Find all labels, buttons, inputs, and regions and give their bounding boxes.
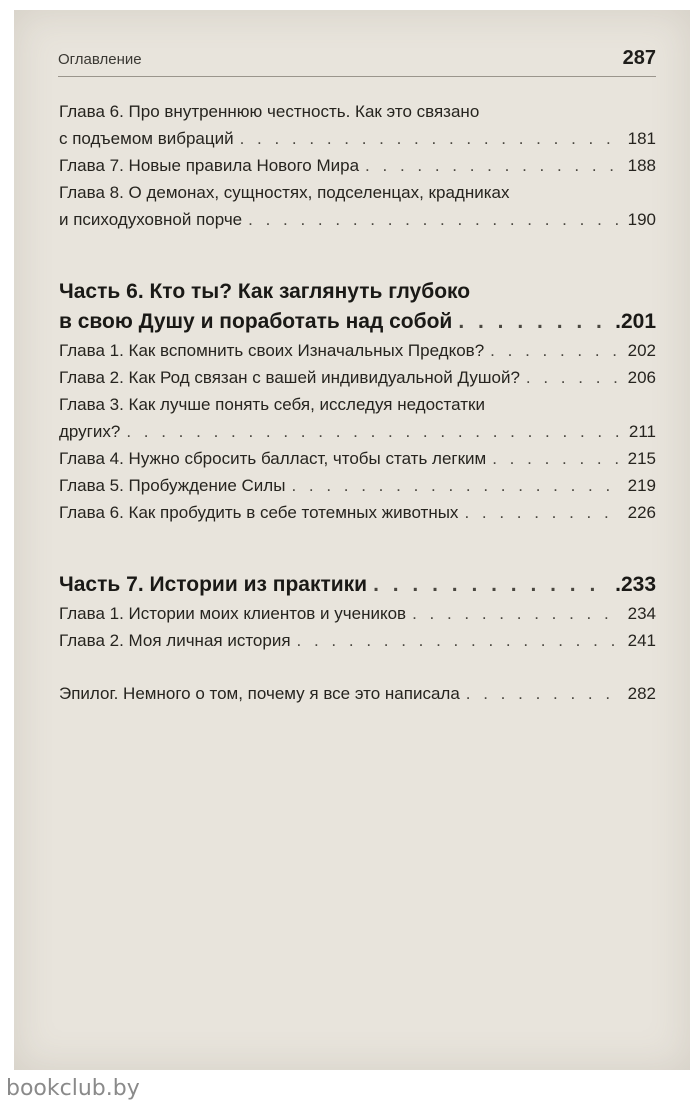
section-title: Оглавление xyxy=(58,51,142,68)
toc-entry-text: и психодуховной порче xyxy=(59,210,243,229)
toc-entry xyxy=(59,337,656,364)
leader-dots xyxy=(248,206,621,233)
toc-entry xyxy=(59,98,656,125)
toc-entry-text: Эпилог. Немного о том, почему я все это написала xyxy=(59,684,460,703)
toc-entry-text: Глава 8. О демонах, сущностях, подселенцах, крадниках xyxy=(59,183,510,202)
leader-dots xyxy=(297,627,622,654)
toc-entry-text: Глава 1. Как вспомнить своих Изначальных Предков? xyxy=(59,341,485,360)
toc-entry xyxy=(59,627,656,654)
leader-dots xyxy=(464,499,621,526)
toc-entry-text: Глава 4. Нужно сбросить балласт, чтобы стать легким xyxy=(59,449,487,468)
footer-strip xyxy=(0,1070,700,1107)
part-page: .201 xyxy=(615,310,656,333)
toc-entry-text: Глава 7. Новые правила Нового Мира xyxy=(59,156,360,175)
toc-entry xyxy=(59,206,656,233)
part-title: Часть 7. Истории из практики xyxy=(59,573,368,596)
leader-dots xyxy=(240,125,622,152)
leader-dots xyxy=(458,307,609,337)
toc-entry-page: 206 xyxy=(627,368,656,387)
toc-entry-text: Глава 2. Как Род связан с вашей индивидуальной Душой? xyxy=(59,368,520,387)
book-page xyxy=(14,10,690,1070)
toc-entry-page: 282 xyxy=(627,684,656,703)
toc-entry-page: 202 xyxy=(627,341,656,360)
leader-dots xyxy=(365,152,622,179)
toc-entry-page: 181 xyxy=(627,129,656,148)
toc-entry xyxy=(59,391,656,418)
toc-entry-page: 219 xyxy=(627,476,656,495)
page-number: 287 xyxy=(622,47,656,69)
part-title: в свою Душу и поработать над собой xyxy=(59,310,453,333)
part-heading xyxy=(59,277,656,307)
toc-entry xyxy=(59,418,656,445)
toc-entry xyxy=(59,600,656,627)
toc-entry-page: 234 xyxy=(627,604,656,623)
toc-entry-text: Глава 5. Пробуждение Силы xyxy=(59,476,286,495)
toc-entry xyxy=(59,472,656,499)
toc-entry xyxy=(59,179,656,206)
leader-dots xyxy=(526,364,622,391)
leader-dots xyxy=(490,337,621,364)
toc-entry-text: Глава 2. Моя личная история xyxy=(59,631,291,650)
leader-dots xyxy=(412,600,622,627)
leader-dots xyxy=(492,445,621,472)
toc-entry-text: Глава 1. Истории моих клиентов и учеников xyxy=(59,604,407,623)
toc-entry-text: Глава 6. Про внутреннюю честность. Как это связано xyxy=(59,102,480,121)
part-title: Часть 6. Кто ты? Как заглянуть глубоко xyxy=(59,280,471,303)
toc-entry-page: 226 xyxy=(627,503,656,522)
leader-dots xyxy=(291,472,621,499)
toc-entry-text: других? xyxy=(59,422,121,441)
toc-entry-page: 215 xyxy=(627,449,656,468)
toc-entry xyxy=(59,445,656,472)
toc-entry-page: 190 xyxy=(627,210,656,229)
table-of-contents xyxy=(59,98,656,707)
part-page: .233 xyxy=(615,573,656,596)
page-header xyxy=(58,42,656,77)
toc-entry xyxy=(59,125,656,152)
leader-dots xyxy=(126,418,623,445)
site-watermark: bookclub.by xyxy=(6,1076,140,1101)
toc-entry-page: 188 xyxy=(627,156,656,175)
part-heading xyxy=(59,570,656,600)
leader-dots xyxy=(373,570,609,600)
toc-entry-text: с подъемом вибраций xyxy=(59,129,234,148)
toc-entry xyxy=(59,499,656,526)
toc-entry-page: 241 xyxy=(627,631,656,650)
toc-entry xyxy=(59,364,656,391)
toc-entry-text: Глава 3. Как лучше понять себя, исследуя недостатки xyxy=(59,395,485,414)
toc-entry-epilogue xyxy=(59,680,656,707)
toc-entry-text: Глава 6. Как пробудить в себе тотемных животных xyxy=(59,503,459,522)
leader-dots xyxy=(466,680,622,707)
part-heading xyxy=(59,307,656,337)
toc-entry xyxy=(59,152,656,179)
toc-entry-page: 211 xyxy=(628,422,656,441)
